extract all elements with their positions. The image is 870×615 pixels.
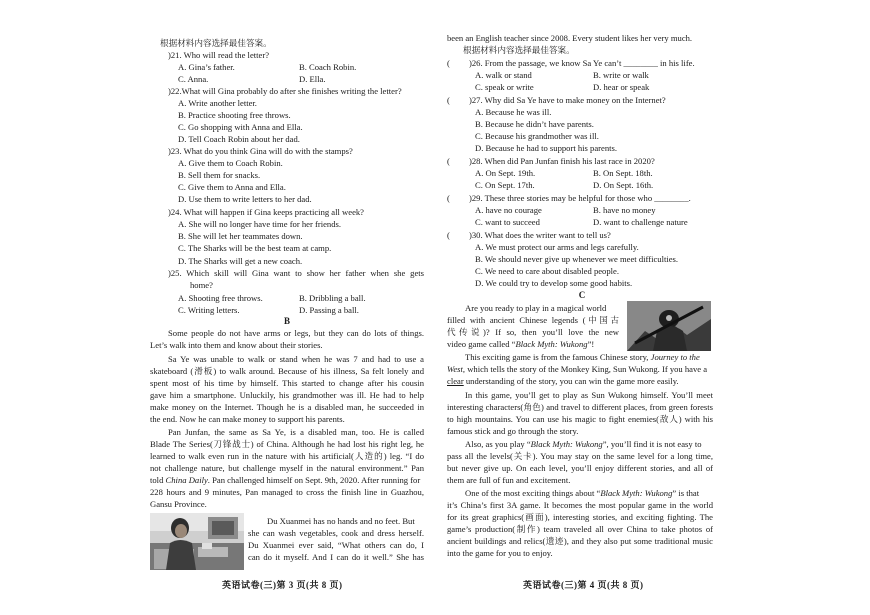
question-24-option-d: D. The Sharks will get a new coach. <box>178 256 303 266</box>
passage-c-intro-3: 代传说)? If so, then you’ll love the new <box>447 327 619 337</box>
question-22-option-a: A. Write another letter. <box>178 98 257 108</box>
story-title-part-1: Journey to the <box>650 352 700 362</box>
passage-c-line-2-rest: , which tells the story of the Monkey King, Sun Wukong. If you have a <box>462 364 708 374</box>
question-28-option-d: D. On Sept. 16th. <box>593 180 654 190</box>
passage-c-intro-4-end: ”! <box>587 339 595 349</box>
passage-c-line-8-start: Also, as you play “ <box>465 439 531 449</box>
question-28-paren: ( <box>447 156 450 166</box>
passage-c-intro-1: Are you ready to play in a magical world <box>465 303 607 313</box>
question-24-option-c: C. The Sharks will be the best team at camp. <box>178 243 332 253</box>
question-27-option-b: B. Because he didn’t have parents. <box>475 119 594 129</box>
question-21-option-d: D. Ella. <box>299 74 326 84</box>
question-21-option-a: A. Gina’s father. <box>178 62 235 72</box>
question-24-option-b: B. She will let her teammates down. <box>178 231 303 241</box>
section-c-heading: C <box>578 290 586 300</box>
passage-b-newspaper-title: China Daily <box>165 475 208 485</box>
passage-c-line-13: it’s China’s first 3A game. It becomes the most popular game in the world <box>447 500 713 510</box>
black-myth-wukong-image <box>627 301 711 351</box>
question-28-option-c: C. On Sept. 17th. <box>475 180 535 190</box>
page-3-footer: 英语试卷(三)第 3 页(共 8 页) <box>222 580 343 590</box>
game-title-3: Black Myth: Wukong <box>600 488 673 498</box>
question-22-option-c: C. Go shopping with Anna and Ella. <box>178 122 303 132</box>
passage-c-line-17: into the game for you to enjoy. <box>447 548 553 558</box>
passage-c-line-3-rest: understanding of the story, you can win the game more easily. <box>465 376 679 386</box>
passage-c-line-2 <box>447 364 707 375</box>
question-26-stem: )26. From the passage, we know Sa Ye can’t ________ in his life. <box>469 58 695 68</box>
page-4-footer: 英语试卷(三)第 4 页(共 8 页) <box>523 580 644 590</box>
passage-c-line-6: to high mountains. You can use his magic to fight enemies(敌人) with his <box>447 414 713 424</box>
passage-b-line-11: learned to walk even run in the nature with his artificial(人造的) leg. “I do <box>150 451 424 461</box>
passage-b-photo-line-3: Du Xuanmei ever said, “What others can do, I <box>248 540 424 550</box>
question-29-option-b: B. have no money <box>593 205 656 215</box>
passage-c-intro-2: filled with ancient Chinese legends (中国古 <box>447 315 619 325</box>
question-25-option-a: A. Shooting free throws. <box>178 293 263 303</box>
question-26-option-c: C. speak or write <box>475 82 534 92</box>
question-27-option-d: D. Because he had to support his parents. <box>475 143 618 153</box>
question-28-stem: )28. When did Pan Junfan finish his last race in 2020? <box>469 156 655 166</box>
question-23-option-c: C. Give them to Anna and Ella. <box>178 182 286 192</box>
passage-b-line-12: not challenge nature, but challenge myself in the natural environment.” Pan <box>150 463 424 473</box>
passage-b-photo-line-2: she can wash vegetables, cook and dress herself. <box>248 528 424 538</box>
passage-b-line-10: Blade The Series(刀锋战士) of China. Although he had lost his right leg, he <box>150 439 424 449</box>
passage-c-line-8 <box>465 439 702 450</box>
game-title: Black Myth: Wukong <box>515 339 588 349</box>
question-25-stem-continued: home? <box>190 280 213 290</box>
passage-c-line-14: for its great graphics(画面), interesting stories, and exciting fighting. The <box>447 512 713 522</box>
question-21-option-b: B. Coach Robin. <box>299 62 357 72</box>
question-26-option-a: A. walk or stand <box>475 70 532 80</box>
passage-b-line-3: Sa Ye was unable to walk or stand when he was 7 and had to use a <box>168 354 424 364</box>
passage-b-line-4: skateboard (滑板) to walk around. Because of his illness, Sa felt lonely and <box>150 366 424 376</box>
passage-b-line-13-rest: . Pan challenged himself on Sept. 9th, 2020. After running for <box>207 475 421 485</box>
passage-b-line-9: Pan Junfan, the same as Sa Ye, is a disabled man, too. He is called <box>168 427 424 437</box>
question-21-stem: )21. Who will read the letter? <box>168 50 270 60</box>
passage-b-line-1: Some people do not have arms or legs, but they can do lots of things. <box>168 328 424 338</box>
passage-c-line-3 <box>447 376 679 387</box>
underlined-word-clear: clear <box>447 376 464 386</box>
passage-c-line-7: famous stick and go through the story. <box>447 426 579 436</box>
question-22-option-b: B. Practice shooting free throws. <box>178 110 291 120</box>
question-30-option-b: B. We should never give up whenever we meet difficulties. <box>475 254 679 264</box>
passage-c-line-15: game’s production(制作) team traveled all over China to take photos of <box>447 524 713 534</box>
passage-c-line-5: interesting characters(角色) and travel to different places, from green forests <box>447 402 713 412</box>
passage-b-line-5: spent most of his time by himself. This started to change after his cousin <box>150 378 424 388</box>
passage-b-line-14: 228 hours and 9 minutes, Pan managed to cross the finish line in Guazhou, <box>150 487 424 497</box>
question-25-option-b: B. Dribbling a ball. <box>299 293 366 303</box>
question-25-option-d: D. Passing a ball. <box>299 305 359 315</box>
question-26-option-d: D. hear or speak <box>593 82 650 92</box>
passage-c-line-16: ancient buildings and relics(遗迹), and they also put some traditional music <box>447 536 713 546</box>
question-29-paren: ( <box>447 193 450 203</box>
passage-c-line-9: pass all the levels(关卡). You may stay on the same level for a long time, <box>447 451 713 461</box>
passage-c-line-10: but never give up. On each level, you’ll enjoy different stories, and all of <box>447 463 713 473</box>
question-29-option-c: C. want to succeed <box>475 217 540 227</box>
passage-c-intro-4-start: video game called “ <box>447 339 516 349</box>
question-30-option-d: D. We could try to develop some good habits. <box>475 278 633 288</box>
passage-c-line-1-start: This exciting game is from the famous Chinese story, <box>465 352 649 362</box>
question-28-option-b: B. On Sept. 18th. <box>593 168 653 178</box>
story-title-part-2: West <box>447 364 463 374</box>
question-23-option-a: A. Give them to Coach Robin. <box>178 158 283 168</box>
question-21-option-c: C. Anna. <box>178 74 209 84</box>
passage-c-line-8-end: ”, you’ll find it is not easy to <box>602 439 702 449</box>
passage-b-line-2: Let’s walk into them and know about their stories. <box>150 340 323 350</box>
passage-c-line-12-start: One of the most exciting things about “ <box>465 488 601 498</box>
question-27-option-a: A. Because he was ill. <box>475 107 552 117</box>
passage-b-photo-line-4: can do it myself. And I can do it well.” She has <box>248 552 424 562</box>
question-22-stem: )22.What will Gina probably do after she finishes writing the letter? <box>168 86 402 96</box>
passage-c-line-12-end: ” is that <box>672 488 700 498</box>
question-26-option-b: B. write or walk <box>593 70 649 80</box>
passage-b-line-13 <box>150 475 420 486</box>
passage-b-line-6: gave him a smartphone. Unluckily, his grandmother was ill. He had to help <box>150 390 424 400</box>
passage-b-line-8: the end. Now he can make money to support his parents. <box>150 414 345 424</box>
question-30-option-a: A. We must protect our arms and legs carefully. <box>475 242 639 252</box>
passage-b-line-15: Gansu Province. <box>150 499 207 509</box>
passage-b-told: told <box>150 475 164 485</box>
passage-b-photo-line-1: Du Xuanmei has no hands and no feet. But <box>267 516 415 526</box>
section-b-heading: B <box>283 316 290 326</box>
question-25-stem: )25. Which skill will Gina want to show her father when she gets <box>168 268 424 278</box>
question-23-stem: )23. What do you think Gina will do with the stamps? <box>168 146 353 156</box>
instruction: 根据材料内容选择最佳答案。 <box>160 38 272 48</box>
question-27-option-c: C. Because his grandmother was ill. <box>475 131 599 141</box>
question-22-option-d: D. Tell Coach Robin about her dad. <box>178 134 300 144</box>
question-27-paren: ( <box>447 95 450 105</box>
question-29-stem: )29. These three stories may be helpful for those who ________. <box>469 193 691 203</box>
question-29-option-a: A. have no courage <box>475 205 542 215</box>
question-23-option-b: B. Sell them for snacks. <box>178 170 261 180</box>
passage-c-line-1 <box>465 352 700 363</box>
question-23-option-d: D. Use them to write letters to her dad. <box>178 194 312 204</box>
question-25-option-c: C. Writing letters. <box>178 305 240 315</box>
instruction-right: 根据材料内容选择最佳答案。 <box>463 45 575 55</box>
du-xuanmei-photo <box>150 513 244 570</box>
question-27-stem: )27. Why did Sa Ye have to make money on the Internet? <box>469 95 666 105</box>
question-24-option-a: A. She will no longer have time for her friends. <box>178 219 342 229</box>
question-28-option-a: A. On Sept. 19th. <box>475 168 536 178</box>
passage-c-line-11: them are full of fun and excitement. <box>447 475 571 485</box>
passage-c-line-12 <box>465 488 699 499</box>
question-26-paren: ( <box>447 58 450 68</box>
question-30-stem: )30. What does the writer want to tell us? <box>469 230 611 240</box>
passage-b-line-7: make money on the Internet. Though he is a disabled man, he succeeded in <box>150 402 424 412</box>
question-30-paren: ( <box>447 230 450 240</box>
passage-b-last-line: been an English teacher since 2008. Every student likes her very much. <box>447 33 693 43</box>
passage-c-intro-4 <box>447 339 594 350</box>
question-24-stem: )24. What will happen if Gina keeps practicing all week? <box>168 207 364 217</box>
game-title-2: Black Myth: Wukong <box>530 439 603 449</box>
question-29-option-d: D. want to challenge nature <box>593 217 688 227</box>
passage-c-line-4: In this game, you’ll get to play as Sun Wukong himself. You’ll meet <box>465 390 713 400</box>
question-30-option-c: C. We need to care about disabled people. <box>475 266 619 276</box>
